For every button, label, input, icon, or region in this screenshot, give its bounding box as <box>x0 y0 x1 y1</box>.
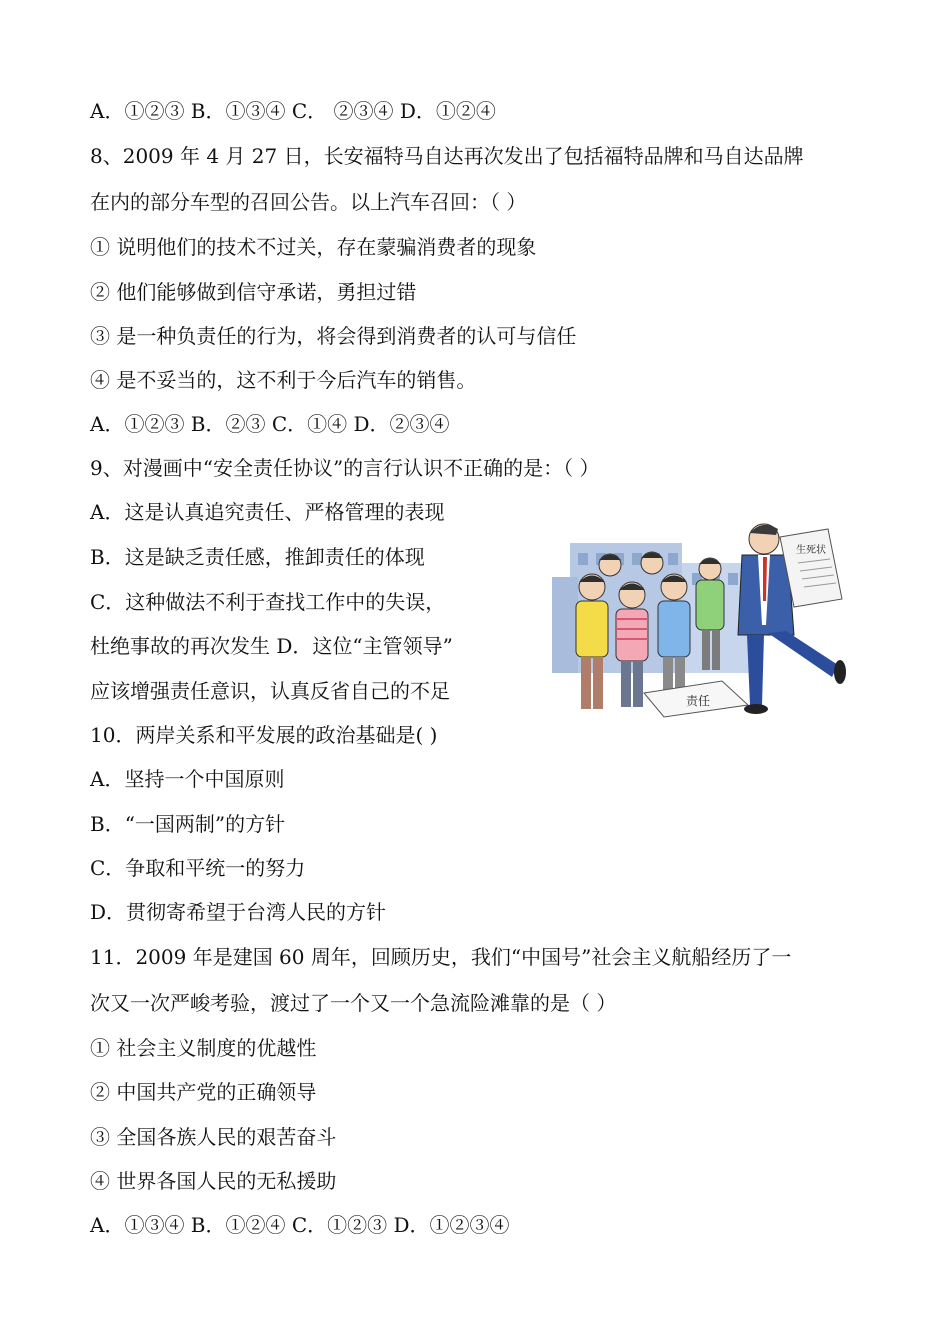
paper-label: 责任 <box>686 694 711 708</box>
q10-option-c: C．争取和平统一的努力 <box>90 856 306 880</box>
responsibility-cartoon <box>552 515 864 718</box>
q9-option-c-d: 杜绝事故的再次发生 D．这位“主管领导” <box>90 634 453 658</box>
q9-option-a: A．这是认真追究责任、严格管理的表现 <box>90 500 445 524</box>
q8-stem-line1: 8、2009 年 4 月 27 日，长安福特马自达再次发出了包括福特品牌和马自达品牌 <box>90 144 804 168</box>
q8-statement-3: ③ 是一种负责任的行为，将会得到消费者的认可与信任 <box>90 324 577 348</box>
q9-option-d-line2: 应该增强责任意识，认真反省自己的不足 <box>90 679 450 703</box>
q7-options: A．①②③ B．①③④ C． ②③④ D．①②④ <box>90 99 496 123</box>
q8-statement-2: ② 他们能够做到信守承诺，勇担过错 <box>90 280 417 304</box>
q11-stem-line1: 11．2009 年是建国 60 周年，回顾历史，我们“中国号”社会主义航船经历了一 <box>90 945 792 969</box>
q10-stem: 10．两岸关系和平发展的政治基础是( ) <box>90 723 438 747</box>
q10-option-d: D．贯彻寄希望于台湾人民的方针 <box>90 900 387 924</box>
q8-options: A．①②③ B．②③ C．①④ D．②③④ <box>90 412 450 436</box>
q11-statement-3: ③ 全国各族人民的艰苦奋斗 <box>90 1125 337 1149</box>
document-label: 生死状 <box>796 545 826 556</box>
q8-statement-4: ④ 是不妥当的，这不利于今后汽车的销售。 <box>90 368 477 392</box>
q8-statement-1: ① 说明他们的技术不过关，存在蒙骗消费者的现象 <box>90 235 537 259</box>
q11-options: A．①③④ B．①②④ C．①②③ D．①②③④ <box>90 1213 510 1237</box>
q11-statement-4: ④ 世界各国人民的无私援助 <box>90 1169 337 1193</box>
q10-option-a: A．坚持一个中国原则 <box>90 767 285 791</box>
q8-stem-line2: 在内的部分车型的召回公告。以上汽车召回：（ ） <box>90 190 527 214</box>
q11-stem-line2: 次又一次严峻考验，渡过了一个又一个急流险滩靠的是（ ） <box>90 991 617 1015</box>
q9-option-b: B．这是缺乏责任感，推卸责任的体现 <box>90 545 425 569</box>
q11-statement-1: ① 社会主义制度的优越性 <box>90 1036 317 1060</box>
q9-option-c-line1: C．这种做法不利于查找工作中的失误， <box>90 590 446 614</box>
q9-stem: 9、对漫画中“安全责任协议”的言行认识不正确的是：（ ） <box>90 456 600 480</box>
q11-statement-2: ② 中国共产党的正确领导 <box>90 1080 317 1104</box>
q10-option-b: B．“一国两制”的方针 <box>90 812 286 836</box>
